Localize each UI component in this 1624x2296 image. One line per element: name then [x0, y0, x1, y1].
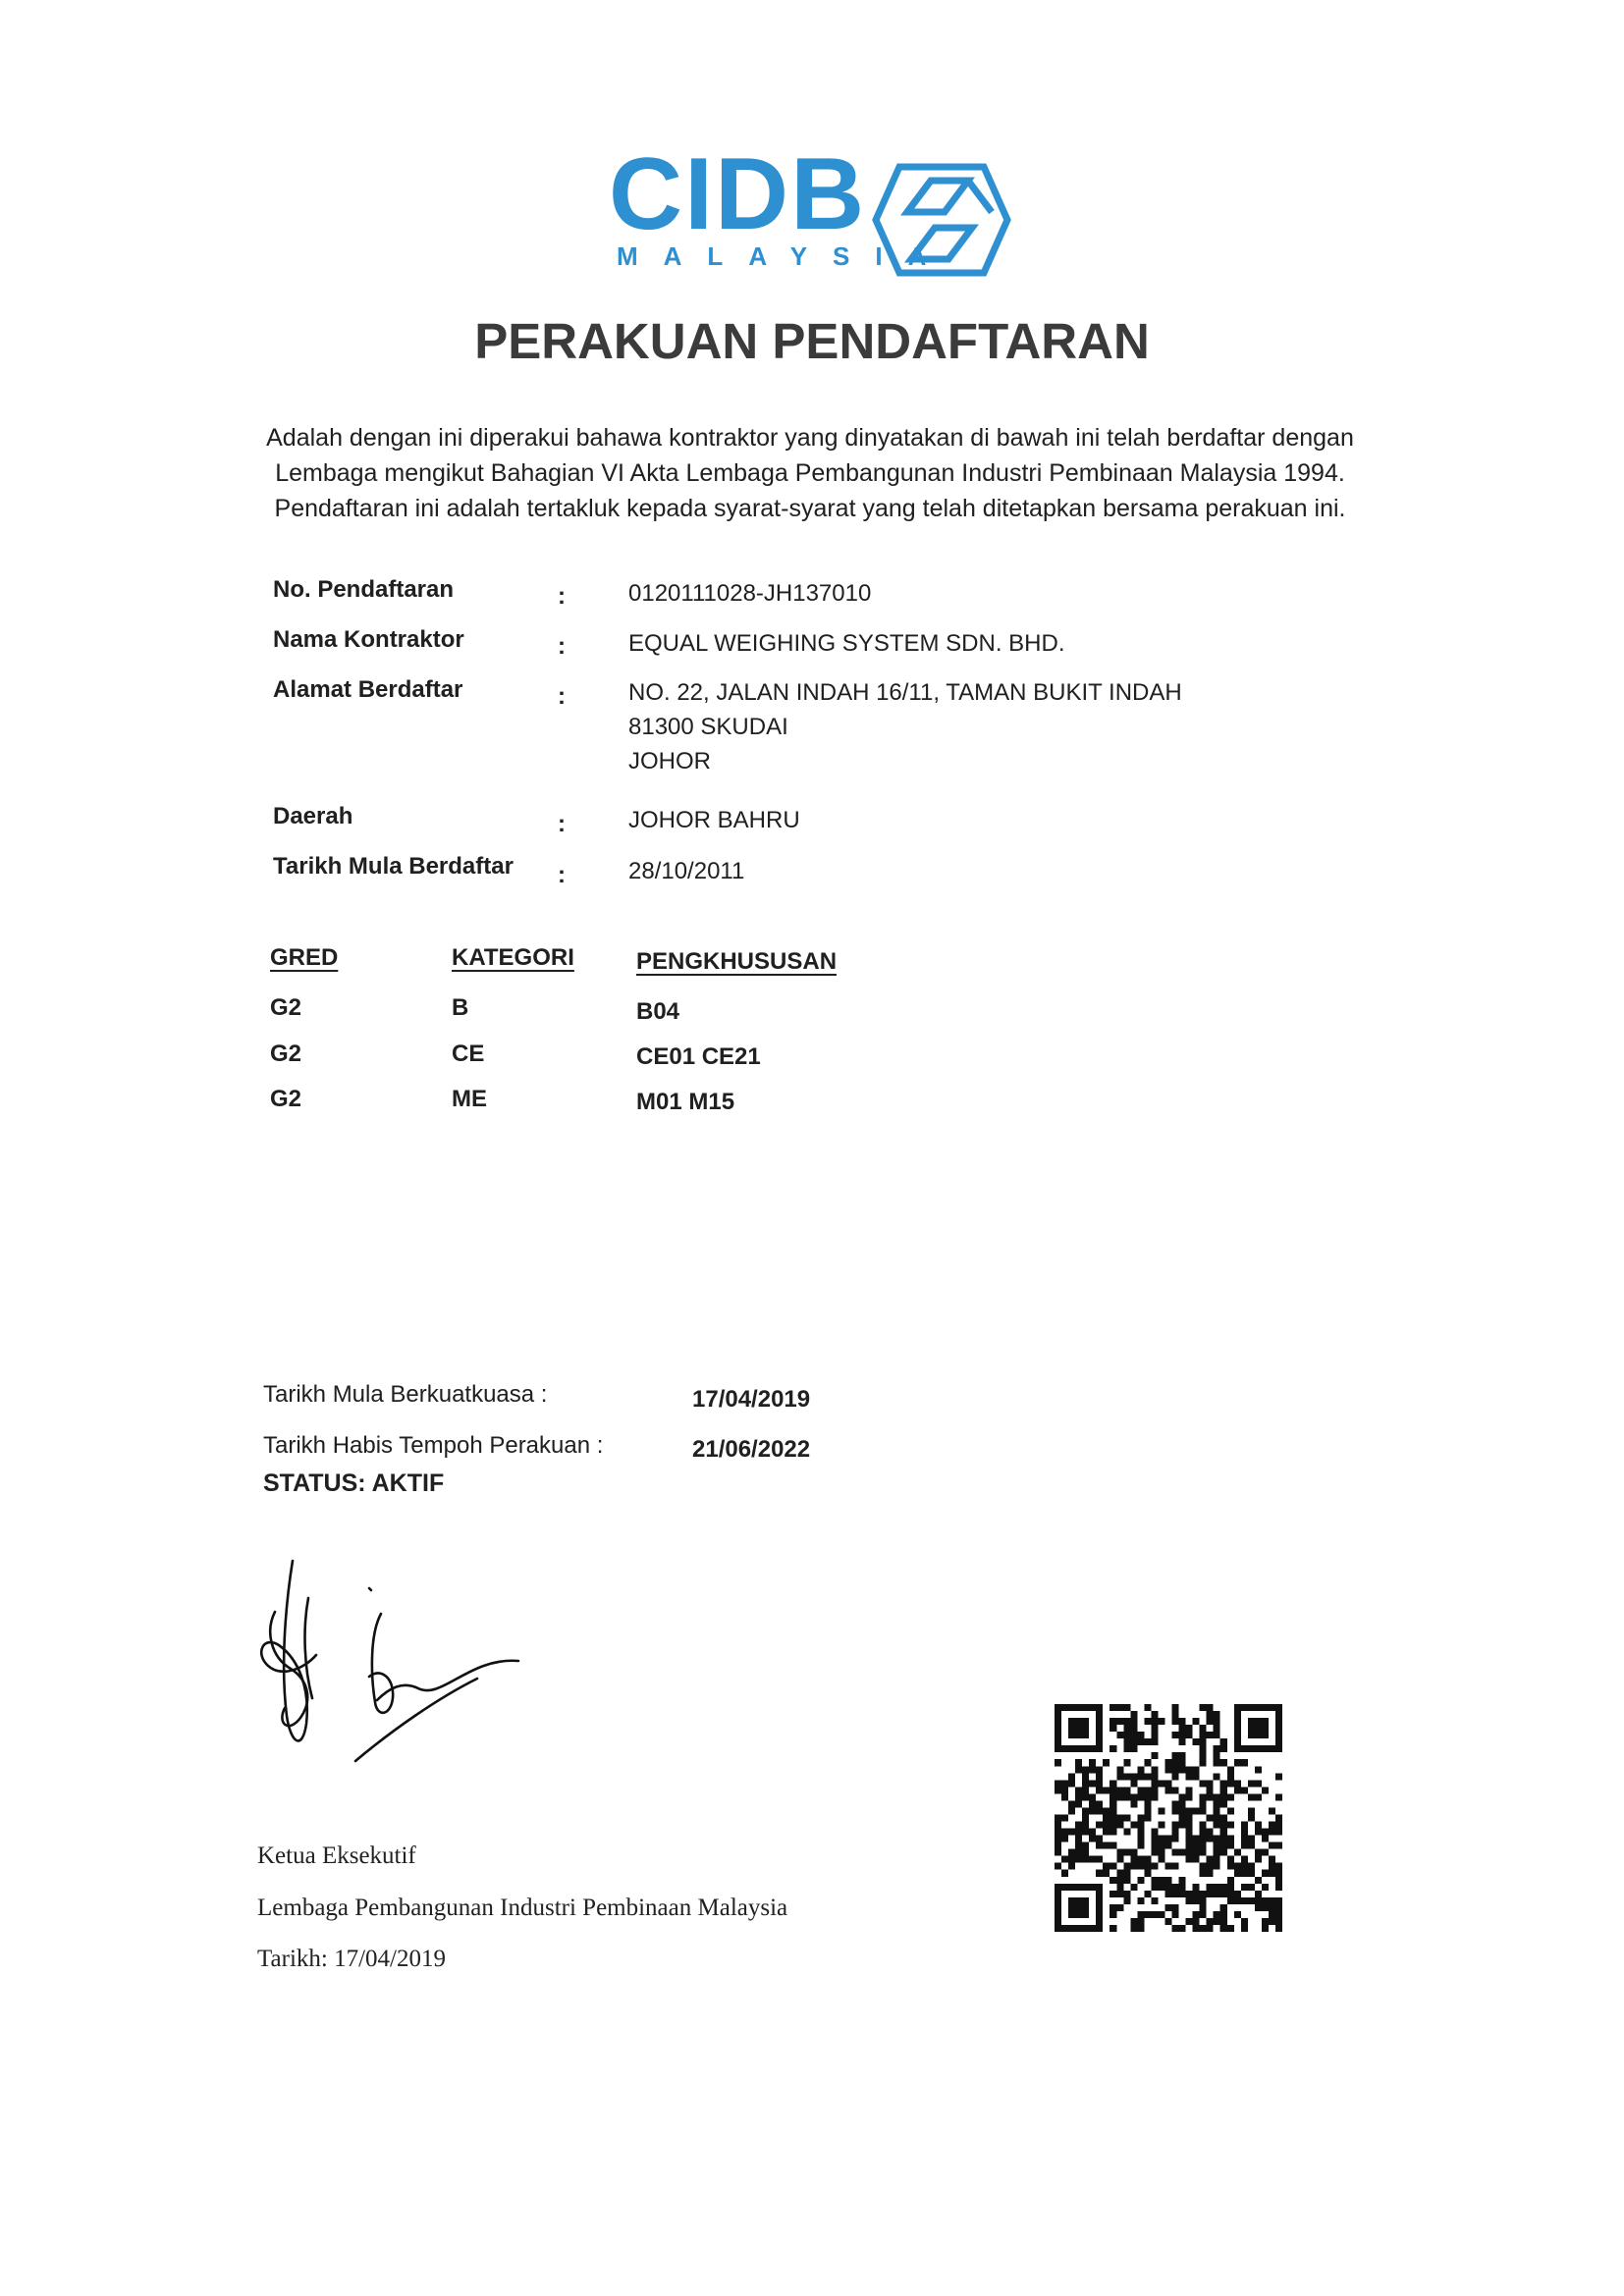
intro-line: Adalah dengan ini diperakui bahawa kontraktor yang dinyatakan di bawah ini telah berdaftar dengan	[266, 424, 1354, 452]
cell-pengkhususan: B04	[636, 998, 680, 1025]
header-kategori: KATEGORI	[452, 944, 574, 971]
cell-kategori: ME	[452, 1086, 487, 1112]
logo-wordmark: CIDB	[609, 137, 867, 251]
cell-kategori: B	[452, 994, 469, 1021]
page-title: PERAKUAN PENDAFTARAN	[474, 313, 1150, 369]
cell-gred: G2	[270, 1086, 302, 1112]
colon: :	[558, 683, 566, 710]
label-tarikh-mula-berkuatkuasa: Tarikh Mula Berkuatkuasa :	[263, 1381, 548, 1408]
status-badge: STATUS: AKTIF	[263, 1469, 445, 1497]
signatory-date: Tarikh: 17/04/2019	[257, 1946, 446, 1972]
address-line: JOHOR	[628, 748, 711, 774]
label-tarikh-habis-tempoh: Tarikh Habis Tempoh Perakuan :	[263, 1432, 604, 1459]
intro-paragraph	[265, 420, 1355, 526]
label-nama-kontraktor: Nama Kontraktor	[273, 626, 464, 653]
signatory-title: Ketua Eksekutif	[257, 1842, 416, 1869]
header-pengkhususan: PENGKHUSUSAN	[636, 948, 838, 975]
intro-line: Pendaftaran ini adalah tertakluk kepada syarat-syarat yang telah ditetapkan bersama perakuan ini.	[274, 495, 1346, 522]
value-no-pendaftaran: 0120111028-JH137010	[628, 580, 872, 607]
intro-line: Lembaga mengikut Bahagian VI Akta Lembaga Pembangunan Industri Pembinaan Malaysia 1994.	[275, 459, 1345, 487]
label-no-pendaftaran: No. Pendaftaran	[273, 576, 455, 603]
signature	[245, 1551, 540, 1787]
value-tarikh-mula-berdaftar: 28/10/2011	[628, 858, 745, 884]
cell-gred: G2	[270, 994, 302, 1021]
colon: :	[558, 862, 566, 888]
colon: :	[558, 811, 566, 837]
address-line: 81300 SKUDAI	[628, 714, 788, 740]
header-gred: GRED	[270, 944, 339, 971]
cidb-logo	[609, 137, 1011, 285]
qr-code-icon	[1055, 1704, 1282, 1932]
address-line: NO. 22, JALAN INDAH 16/11, TAMAN BUKIT INDAH	[628, 679, 1182, 706]
value-daerah: JOHOR BAHRU	[628, 807, 800, 833]
value-nama-kontraktor: EQUAL WEIGHING SYSTEM SDN. BHD.	[628, 630, 1065, 657]
value-tarikh-mula-berkuatkuasa: 17/04/2019	[692, 1386, 811, 1413]
cidb-hexagon-mark-icon	[866, 161, 1011, 279]
colon: :	[558, 583, 566, 610]
label-alamat: Alamat Berdaftar	[273, 676, 463, 703]
value-tarikh-habis-tempoh: 21/06/2022	[692, 1436, 811, 1463]
logo-country: MALAYSIA	[617, 241, 952, 271]
cell-gred: G2	[270, 1041, 302, 1067]
cell-pengkhususan: M01 M15	[636, 1089, 735, 1115]
label-daerah: Daerah	[273, 803, 353, 829]
cell-pengkhususan: CE01 CE21	[636, 1043, 761, 1070]
signatory-organisation: Lembaga Pembangunan Industri Pembinaan Malaysia	[257, 1895, 788, 1921]
value-alamat	[628, 675, 1182, 778]
cell-kategori: CE	[452, 1041, 485, 1067]
label-tarikh-mula-berdaftar: Tarikh Mula Berdaftar	[273, 853, 514, 880]
colon: :	[558, 633, 566, 660]
